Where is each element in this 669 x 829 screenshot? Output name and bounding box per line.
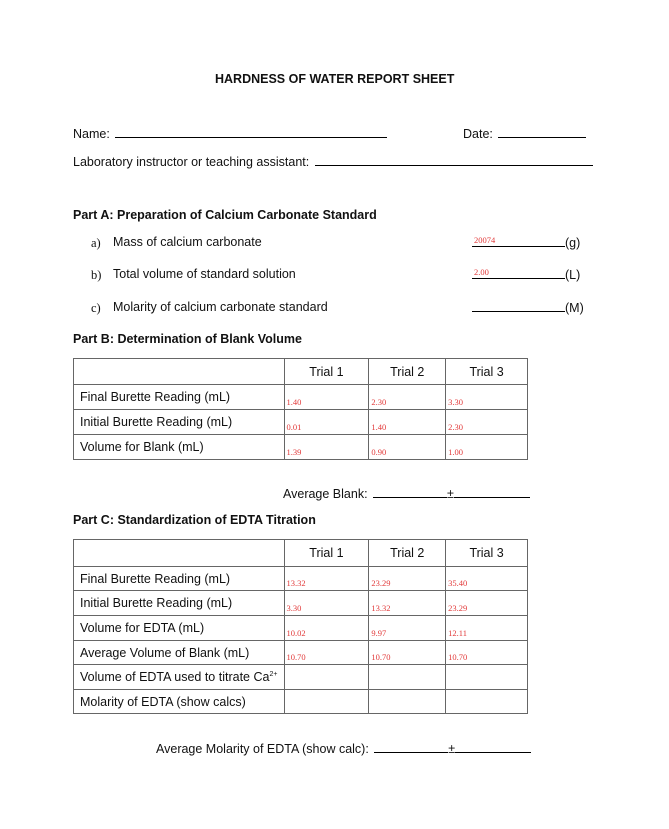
ca-charge-superscript: 2+ (269, 670, 278, 678)
table-cell[interactable] (446, 435, 528, 460)
date-field[interactable] (463, 126, 586, 141)
table-cell[interactable] (369, 690, 446, 714)
molarity-blank[interactable] (472, 300, 565, 312)
table-cell[interactable] (369, 641, 446, 665)
average-blank-field[interactable] (283, 486, 530, 501)
cell-value: 0.90 (371, 447, 387, 457)
cell-value: 10.70 (371, 652, 391, 662)
instructor-label: Laboratory instructor or teaching assistant: (73, 155, 310, 169)
row-label: Molarity of EDTA (show calcs) (74, 690, 285, 714)
average-blank-value-blank[interactable] (373, 486, 447, 498)
row-label: Final Burette Reading (mL) (74, 385, 285, 410)
column-header-trial-1: Trial 1 (284, 359, 369, 385)
table-row (74, 591, 528, 616)
plus-minus: ± (448, 742, 456, 756)
column-header-trial-3: Trial 3 (446, 359, 528, 385)
table-cell[interactable] (369, 665, 446, 690)
cell-value: 9.97 (371, 628, 387, 638)
plus-minus: ± (447, 487, 454, 501)
table-header-row (74, 359, 528, 385)
average-molarity-value-blank[interactable] (374, 741, 448, 753)
cell-value: 0.01 (286, 422, 302, 432)
average-blank-error-blank[interactable] (454, 486, 530, 498)
row-label: Volume for EDTA (mL) (74, 616, 285, 641)
column-header-trial-3: Trial 3 (446, 540, 528, 567)
table-cell[interactable] (284, 567, 369, 591)
mass-value: 20074 (474, 235, 496, 245)
mass-unit: (g) (565, 236, 581, 250)
page-title: HARDNESS OF WATER REPORT SHEET (215, 72, 455, 86)
volume-value: 2.00 (474, 267, 489, 277)
row-label: Initial Burette Reading (mL) (74, 591, 285, 616)
cell-value: 10.70 (448, 652, 468, 662)
part-b-heading: Part B: Determination of Blank Volume (73, 332, 302, 346)
table-cell[interactable] (369, 616, 446, 641)
date-blank[interactable] (498, 126, 586, 138)
table-row (74, 616, 528, 641)
part-a-item-b-marker: b) (91, 268, 102, 282)
row-label (74, 665, 285, 690)
part-a-heading: Part A: Preparation of Calcium Carbonate Standard (73, 208, 377, 222)
part-a-item-c-label: Molarity of calcium carbonate standard (113, 300, 328, 314)
row-label: Volume for Blank (mL) (74, 435, 285, 460)
table-row (74, 641, 528, 665)
column-header-trial-2: Trial 2 (369, 359, 446, 385)
table-cell[interactable] (446, 665, 528, 690)
row-label: Initial Burette Reading (mL) (74, 410, 285, 435)
part-a-item-a-field[interactable] (472, 235, 580, 250)
table-row (74, 385, 528, 410)
row-label: Final Burette Reading (mL) (74, 567, 285, 591)
table-row (74, 410, 528, 435)
edta-standardization-table (73, 539, 528, 714)
row-label-text: Volume of EDTA used to titrate Ca (80, 670, 270, 684)
table-cell[interactable] (369, 385, 446, 410)
cell-value: 2.30 (448, 422, 464, 432)
table-row (74, 665, 528, 690)
cell-value: 13.32 (286, 578, 306, 588)
table-cell[interactable] (446, 385, 528, 410)
cell-value: 23.29 (448, 603, 468, 613)
table-cell[interactable] (284, 690, 369, 714)
instructor-field[interactable] (73, 154, 593, 169)
cell-value: 1.39 (286, 447, 302, 457)
table-cell[interactable] (446, 641, 528, 665)
instructor-blank[interactable] (315, 154, 593, 166)
cell-value: 13.32 (371, 603, 391, 613)
table-row (74, 567, 528, 591)
header-empty-cell (74, 359, 285, 385)
volume-blank[interactable] (472, 267, 565, 279)
part-a-item-c-field[interactable] (472, 300, 584, 315)
cell-value: 10.70 (286, 652, 306, 662)
table-cell[interactable] (446, 616, 528, 641)
average-molarity-error-blank[interactable] (455, 741, 531, 753)
part-a-item-a-marker: a) (91, 236, 101, 250)
date-label: Date: (463, 127, 493, 141)
table-cell[interactable] (446, 591, 528, 616)
column-header-trial-2: Trial 2 (369, 540, 446, 567)
part-a-item-a-label: Mass of calcium carbonate (113, 235, 262, 249)
part-a-item-c-marker: c) (91, 301, 101, 315)
volume-unit: (L) (565, 268, 581, 282)
cell-value: 12.11 (448, 628, 467, 638)
table-cell[interactable] (284, 641, 369, 665)
table-row (74, 690, 528, 714)
cell-value: 2.30 (371, 397, 387, 407)
column-header-trial-1: Trial 1 (284, 540, 369, 567)
name-field[interactable] (73, 126, 387, 141)
table-cell[interactable] (284, 665, 369, 690)
average-blank-label: Average Blank: (283, 487, 368, 501)
cell-value: 10.02 (286, 628, 306, 638)
cell-value: 35.40 (448, 578, 468, 588)
blank-volume-table (73, 358, 528, 460)
table-header-row (74, 540, 528, 567)
header-empty-cell (74, 540, 285, 567)
cell-value: 1.40 (371, 422, 387, 432)
cell-value: 1.00 (448, 447, 464, 457)
table-cell[interactable] (284, 385, 369, 410)
cell-value: 1.40 (286, 397, 302, 407)
table-cell[interactable] (369, 591, 446, 616)
table-cell[interactable] (446, 410, 528, 435)
part-a-item-b-field[interactable] (472, 267, 580, 282)
table-cell[interactable] (446, 567, 528, 591)
table-cell[interactable] (446, 690, 528, 714)
part-a-item-b-label: Total volume of standard solution (113, 267, 296, 281)
row-label: Average Volume of Blank (mL) (74, 641, 285, 665)
name-label: Name: (73, 127, 110, 141)
name-blank[interactable] (115, 126, 387, 138)
table-cell[interactable] (284, 410, 369, 435)
cell-value: 23.29 (371, 578, 391, 588)
cell-value: 3.30 (286, 603, 302, 613)
cell-value: 3.30 (448, 397, 464, 407)
table-cell[interactable] (284, 616, 369, 641)
table-cell[interactable] (369, 567, 446, 591)
table-cell[interactable] (284, 591, 369, 616)
table-cell[interactable] (369, 435, 446, 460)
table-cell[interactable] (369, 410, 446, 435)
table-row (74, 435, 528, 460)
molarity-unit: (M) (565, 301, 584, 315)
mass-blank[interactable] (472, 235, 565, 247)
table-cell[interactable] (284, 435, 369, 460)
part-c-heading: Part C: Standardization of EDTA Titration (73, 513, 316, 527)
average-molarity-label: Average Molarity of EDTA (show calc): (156, 742, 369, 756)
average-molarity-field[interactable] (156, 741, 531, 756)
